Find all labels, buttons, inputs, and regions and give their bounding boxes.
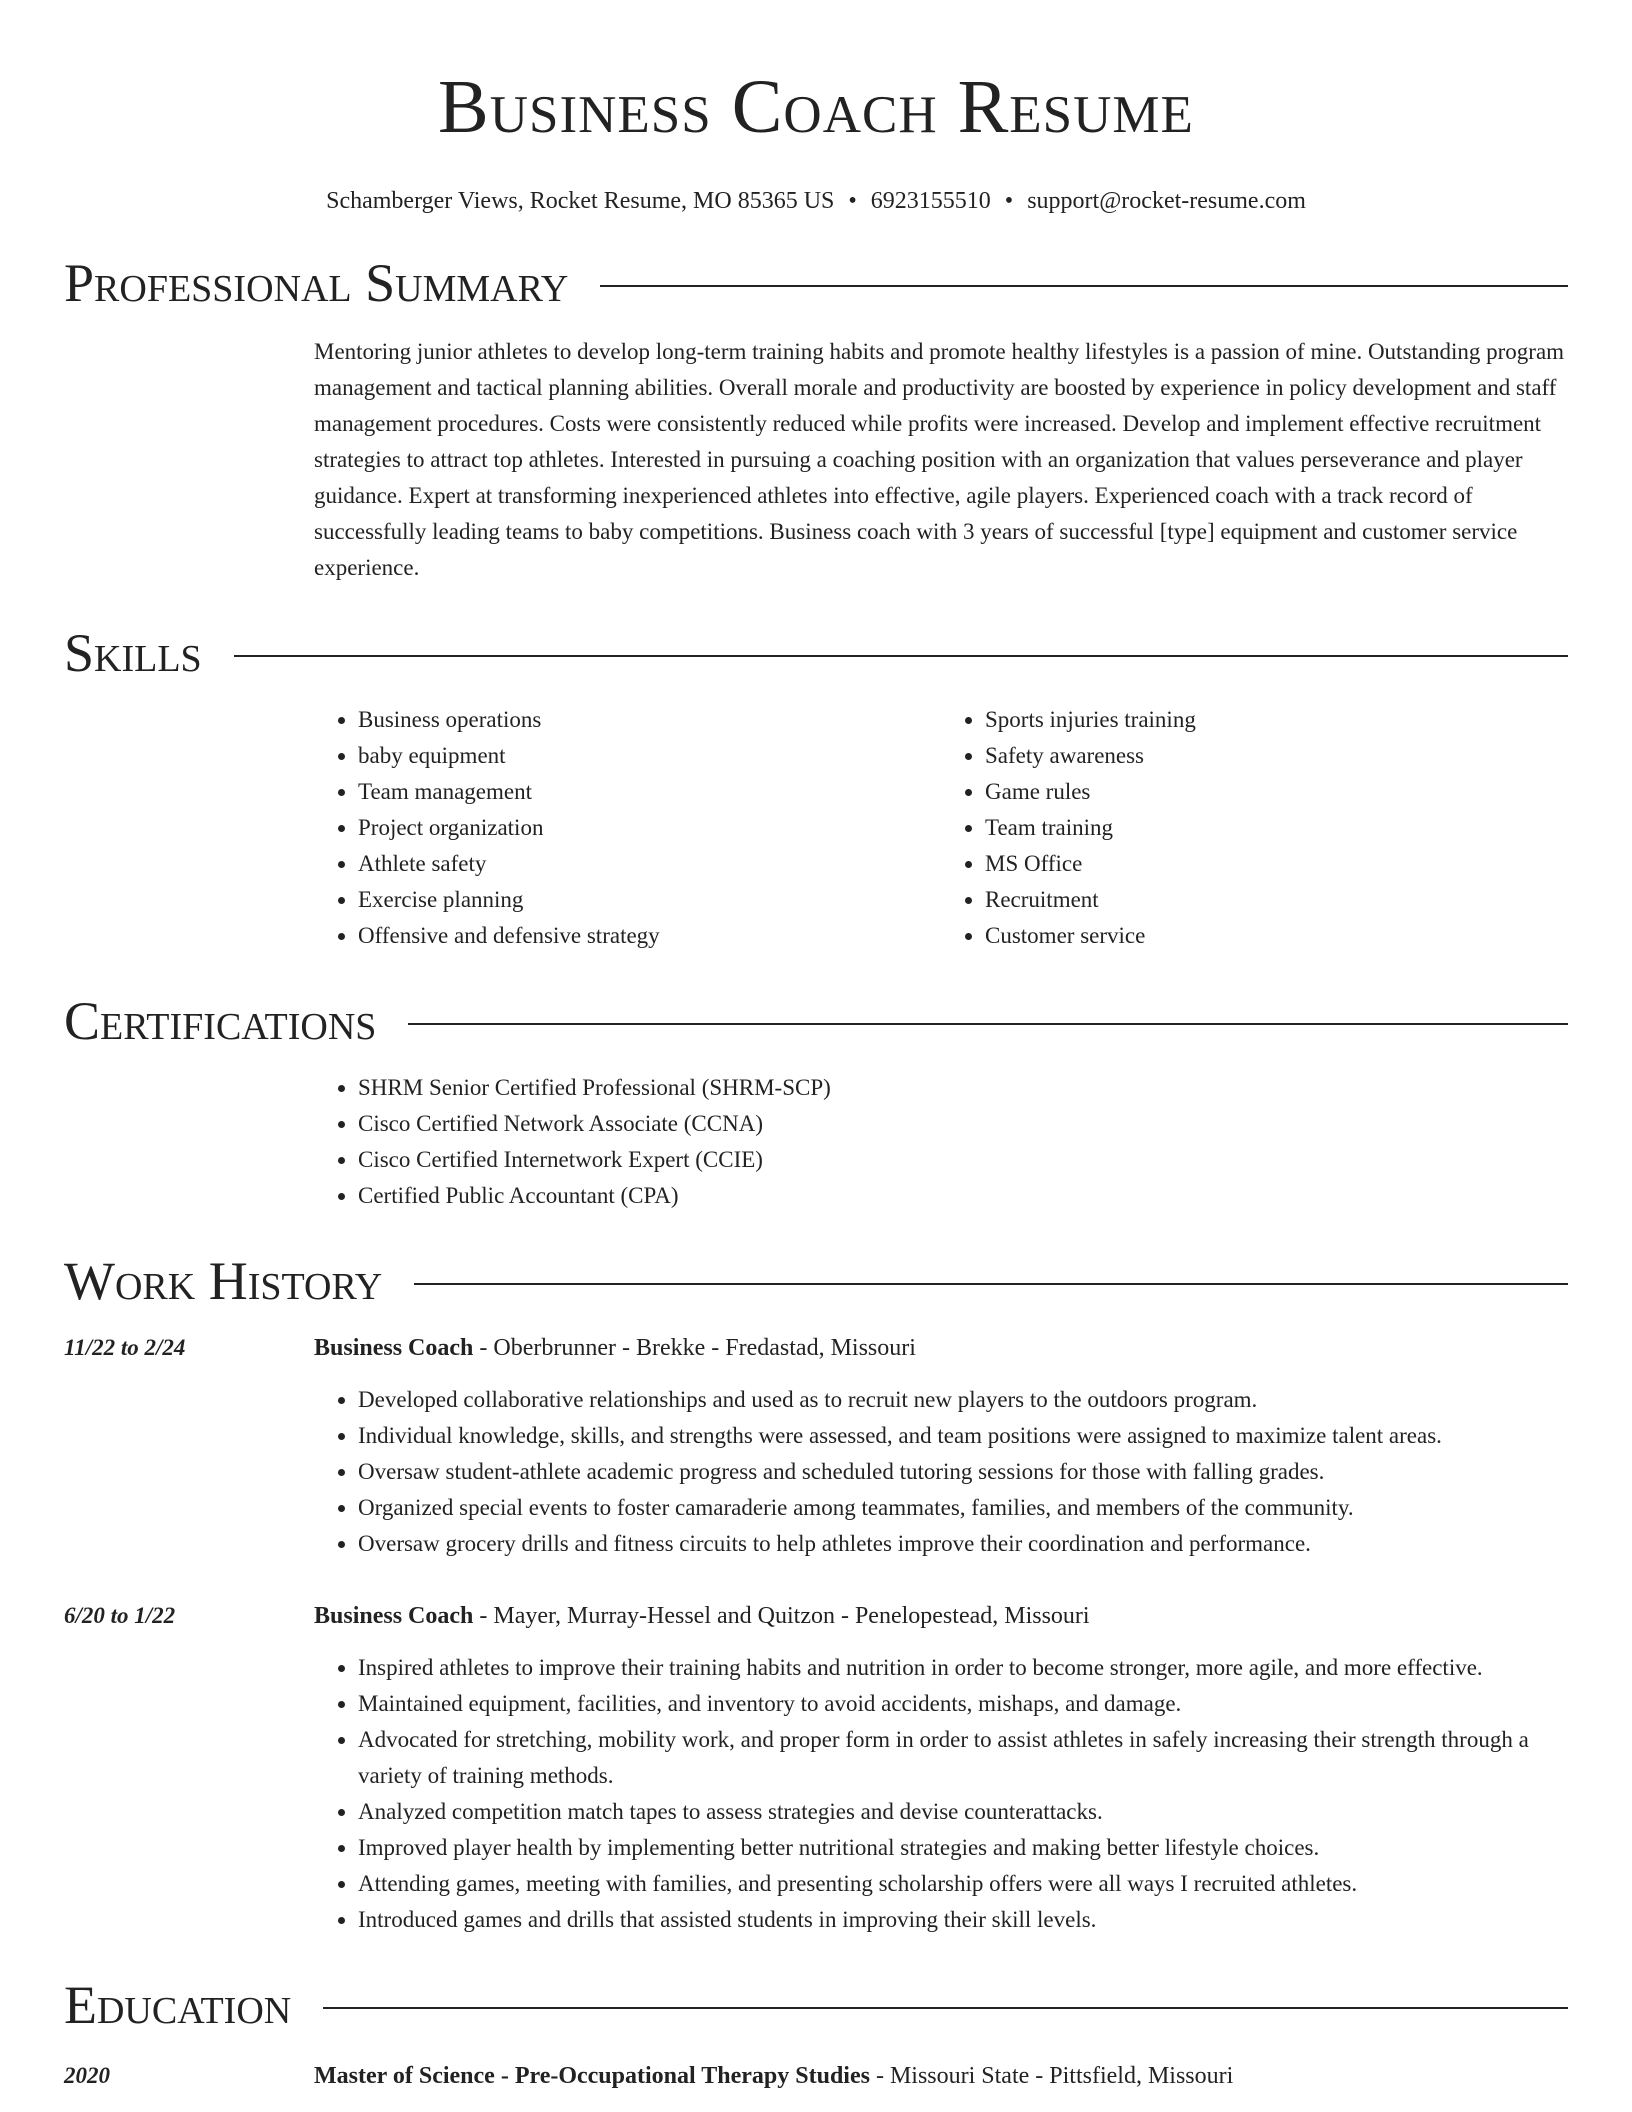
summary-section-header [64,252,1568,314]
job-bullet: • Analyzed competition match tapes to assess strategies and devise counterattacks. [358,1794,1568,1830]
skill-item: • Game rules [985,774,1568,810]
job-details: - Mayer, Murray-Hessel and Quitzon - Penelopestead, Missouri [473,1603,1090,1629]
skill-item: • baby equipment [358,738,941,774]
certifications-heading: Certifications [64,991,377,1051]
education-heading: Education [64,1975,292,2035]
skill-item: • Athlete safety [358,846,941,882]
work-heading: Work History [64,1251,383,1311]
job-bullet: • Attending games, meeting with families, and presenting scholarship offers were all ways I recruited athletes. [358,1866,1568,1902]
education-degree: Master of Science - Pre-Occupational Therapy Studies [314,2063,870,2089]
skill-item: • Safety awareness [985,738,1568,774]
job-entry [64,1598,1568,1938]
job-bullets [314,1382,1568,1562]
education-details: - Missouri State - Pittsfield, Missouri [869,2063,1234,2089]
summary-heading: Professional Summary [64,253,569,313]
skill-item: • Offensive and defensive strategy [358,918,941,954]
skills-section-header [64,622,1568,684]
job-bullet: • Advocated for stretching, mobility work, and proper form in order to assist athletes in safely increasing their strength through a variety of training methods. [358,1722,1568,1794]
skills-heading: Skills [64,623,202,683]
skill-item: • Business operations [358,702,941,738]
section-divider [600,285,1568,287]
skill-item: • Project organization [358,810,941,846]
certification-item: • SHRM Senior Certified Professional (SHRM-SCP) [358,1070,1568,1106]
contact-email: support@rocket-resume.com [1027,188,1306,214]
job-bullets [314,1650,1568,1938]
job-header [314,1330,1568,1366]
education-section-header [64,1974,1568,2036]
skill-item: • Sports injuries training [985,702,1568,738]
contact-line [64,186,1568,216]
summary-text: Mentoring junior athletes to develop long-term training habits and promote healthy lifestyles is a passion of mine. Outstanding program management and tactical planning abilities. Overall morale and productivity are boosted by experience in policy development and staff management procedures. Costs were consistently reduced while profits were increased. Develop and implement effective recruitment strategies to attract top athletes. Interested in pursuing a coaching position with an organization that values perseverance and player guidance. Expert at transforming inexperienced athletes into effective, agile players. Experienced coach with a track record of successfully leading teams to baby competitions. Business coach with 3 years of successful [type] equipment and customer service experience. [314,339,1565,580]
job-details: - Oberbrunner - Brekke - Fredastad, Missouri [473,1335,916,1361]
job-header [314,1598,1568,1634]
job-title: Business Coach [314,1335,474,1361]
contact-address: Schamberger Views, Rocket Resume, MO 85365 US [326,188,835,214]
job-dates: 11/22 to 2/24 [64,1335,186,1360]
education-year: 2020 [64,2063,110,2088]
education-entry [64,2058,1568,2094]
certifications-section-header [64,990,1568,1052]
certification-item: • Certified Public Accountant (CPA) [358,1178,1568,1214]
skill-item: • MS Office [985,846,1568,882]
education-header [314,2058,1568,2094]
section-divider [323,2007,1568,2009]
job-title: Business Coach [314,1603,474,1629]
skill-item: • Exercise planning [358,882,941,918]
skill-item: • Customer service [985,918,1568,954]
certifications-list [314,1070,1568,1214]
job-bullet: • Inspired athletes to improve their training habits and nutrition in order to become stronger, more agile, and more effective. [358,1650,1568,1686]
job-bullet: • Developed collaborative relationships and used as to recruit new players to the outdoors program. [358,1382,1568,1418]
work-section-header [64,1250,1568,1312]
certification-item: • Cisco Certified Internetwork Expert (CCIE) [358,1142,1568,1178]
section-divider [234,655,1568,657]
contact-phone: 6923155510 [870,188,991,214]
job-bullet: • Organized special events to foster camaraderie among teammates, families, and members of the community. [358,1490,1568,1526]
resume-title: Business Coach Resume [438,65,1194,149]
certification-item: • Cisco Certified Network Associate (CCNA) [358,1106,1568,1142]
job-bullet: • Oversaw grocery drills and fitness circuits to help athletes improve their coordination and performance. [358,1526,1568,1562]
job-bullet: • Individual knowledge, skills, and strengths were assessed, and team positions were assigned to maximize talent areas. [358,1418,1568,1454]
contact-separator: • [848,188,857,214]
skills-column-right [941,702,1568,954]
job-bullet: • Oversaw student-athlete academic progress and scheduled tutoring sessions for those with falling grades. [358,1454,1568,1490]
skill-item: • Team training [985,810,1568,846]
skills-list [314,702,1568,954]
skill-item: • Recruitment [985,882,1568,918]
skills-column-left [314,702,941,954]
job-bullet: • Improved player health by implementing better nutritional strategies and making better lifestyle choices. [358,1830,1568,1866]
job-bullet: • Maintained equipment, facilities, and inventory to avoid accidents, mishaps, and damage. [358,1686,1568,1722]
section-divider [408,1023,1568,1025]
job-bullet: • Introduced games and drills that assisted students in improving their skill levels. [358,1902,1568,1938]
job-dates: 6/20 to 1/22 [64,1603,176,1628]
contact-separator: • [1004,188,1014,214]
skill-item: • Team management [358,774,941,810]
job-entry [64,1330,1568,1562]
section-divider [414,1283,1568,1285]
